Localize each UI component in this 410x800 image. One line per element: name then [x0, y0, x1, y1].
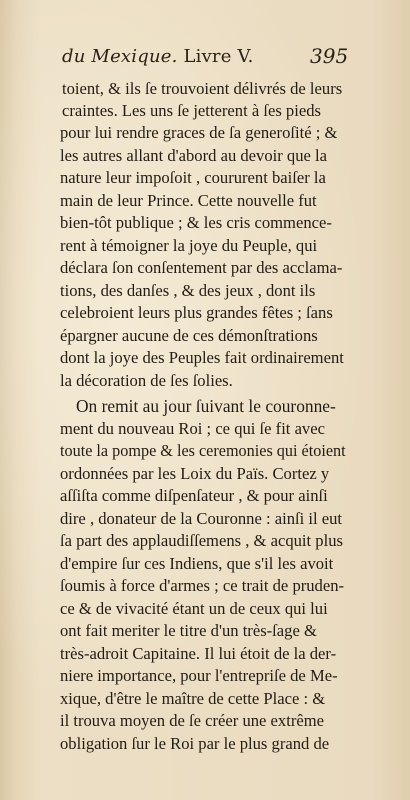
text-line: toute la pompe & les ceremonies qui étoient [60, 441, 346, 460]
text-line: ordonnées par les Loix du Païs. Cortez y [60, 464, 330, 483]
text-line: bien-tôt publique ; & les cris commence- [60, 213, 332, 232]
text-line: obligation ſur le Roi par le plus grand de [60, 734, 330, 753]
page-header [0, 44, 410, 74]
text-line: nature leur impoſoit , coururent baiſer la [60, 168, 326, 187]
text-line: dont la joye des Peuples fait ordinairement [60, 348, 344, 367]
text-line: aſſiſta comme diſpenſateur , & pour ainſi [60, 486, 328, 505]
text-line: ont fait meriter le titre d'un très-ſage & [60, 621, 317, 640]
text-line: main de leur Prince. Cette nouvelle fut [60, 191, 317, 210]
text-line: xique, d'être le maître de cette Place : & [60, 689, 326, 708]
running-title-italic: du Mexique. [62, 46, 178, 67]
text-line: ce & de vivacité étant un de ceux qui lui [60, 599, 328, 618]
text-line: déclara ſon conſentement par des acclama- [60, 258, 343, 277]
text-line: ſa part des applaudiſſemens , & acquit plus [60, 531, 343, 550]
text-line: il trouva moyen de ſe créer une extrême [60, 711, 324, 730]
text-line: ſoumis à force d'armes ; ce trait de pruden- [60, 576, 345, 595]
text-line: tions, des danſes , & des jeux , dont ils [60, 281, 316, 300]
text-line: On remit au jour ſuivant le couronne- [76, 396, 336, 416]
text-line: toient, & ils ſe trouvoient délivrés de leurs [62, 79, 343, 98]
bottom-margin [0, 776, 410, 800]
running-title [62, 46, 254, 67]
text-line: les autres allant d'abord au devoir que la [60, 146, 328, 165]
text-line: pour lui rendre graces de ſa generoſité ; & [60, 123, 338, 142]
text-line: très-adroit Capitaine. Il lui étoit de la der- [60, 644, 337, 663]
text-line: craintes. Les uns ſe jetterent à ſes pieds [62, 101, 321, 120]
text-line: rent à témoigner la joye du Peuple, qui [60, 236, 318, 255]
running-title-book: Livre V. [177, 46, 254, 67]
text-line: celebroient leurs plus grandes fêtes ; ſans [60, 303, 333, 322]
text-line: la décoration de ſes ſolies. [60, 371, 233, 390]
text-line: épargner aucune de ces démonſtrations [60, 326, 318, 345]
page-number: 395 [310, 44, 349, 68]
text-line: ment du nouveau Roi ; ce qui ſe fit avec [60, 419, 325, 438]
text-line: d'empire ſur ces Indiens, que s'il les avoit [60, 554, 334, 573]
text-line: dire , donateur de la Couronne : ainſi il eut [60, 509, 343, 528]
text-line: niere importance, pour l'entrepriſe de Me- [60, 666, 338, 685]
